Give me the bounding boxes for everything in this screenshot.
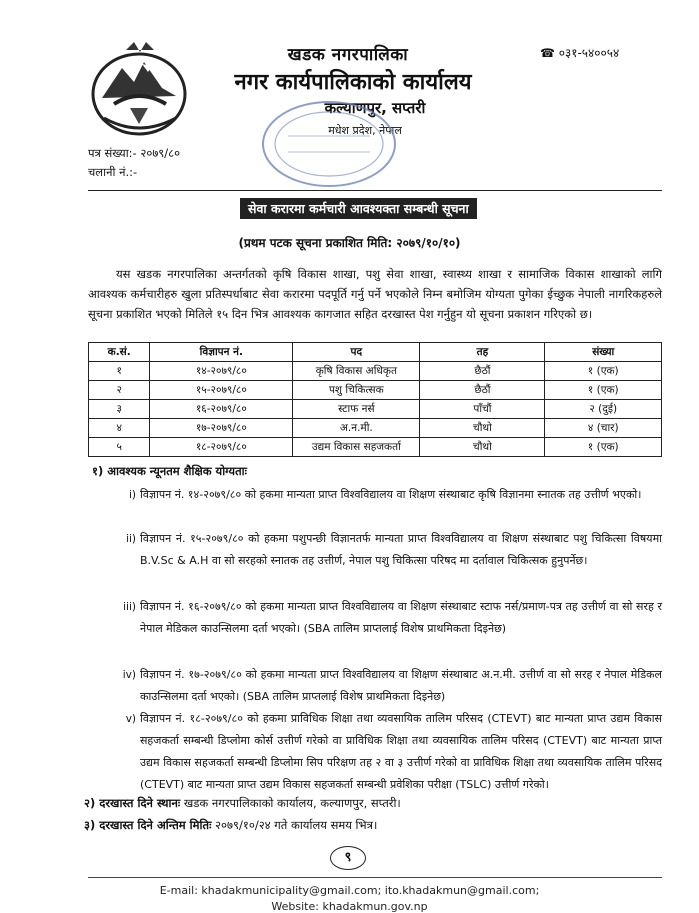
- cell-advert-no: १७-२०७९/८०: [150, 419, 293, 438]
- table-row: [89, 438, 662, 457]
- municipality-name: खडक नगरपालिका: [287, 45, 409, 65]
- qualification-number: ii): [126, 533, 136, 545]
- cell-advert-no: १४-२०७९/८०: [150, 362, 293, 381]
- qualification-number: iii): [123, 601, 136, 613]
- qualification-item: [123, 596, 662, 640]
- table-row: [89, 419, 662, 438]
- qualification-item: [126, 528, 662, 572]
- cell-post: कृषि विकास अधिकृत: [293, 362, 420, 381]
- cell-post: अ.न.मी.: [293, 419, 420, 438]
- cell-serial: २: [89, 381, 150, 400]
- table-row: [89, 400, 662, 419]
- col-serial: क.सं.: [89, 343, 150, 362]
- submission-place: [84, 796, 401, 811]
- cell-serial: ३: [89, 400, 150, 419]
- footer-email: E-mail: khadakmunicipality@gmail.com; ito.khadakmun@gmail.com;: [159, 884, 540, 897]
- submission-place-value: खडक नगरपालिकाको कार्यालय, कल्याणपुर, सप्तरी।: [180, 796, 401, 810]
- submission-deadline-value: २०७९/१०/२४ गते कार्यालय समय भित्र।: [211, 818, 378, 832]
- cell-count: ४ (चार): [545, 419, 662, 438]
- cell-count: १ (एक): [545, 362, 662, 381]
- cell-level: छैठौं: [420, 362, 545, 381]
- cell-level: पाँचौं: [420, 400, 545, 419]
- cell-advert-no: १६-२०७९/८०: [150, 400, 293, 419]
- qualifications-heading: १) आवश्यक न्यूनतम शैक्षिक योग्यताः: [92, 464, 247, 478]
- cell-serial: १: [89, 362, 150, 381]
- qualification-number: i): [128, 489, 136, 501]
- cell-post: स्टाफ नर्स: [293, 400, 420, 419]
- page-number: ९: [330, 846, 366, 870]
- footer-divider: [88, 877, 662, 878]
- qualification-number: v): [125, 713, 136, 725]
- col-post: पद: [293, 343, 420, 362]
- footer-website: Website: khadakmun.gov.np: [271, 900, 428, 913]
- qualification-item: [125, 708, 662, 796]
- cell-level: छैठौं: [420, 381, 545, 400]
- col-advert-no: विज्ञापन नं.: [150, 343, 293, 362]
- reference-block: [88, 144, 180, 182]
- cell-serial: ५: [89, 438, 150, 457]
- cell-count: १ (एक): [545, 381, 662, 400]
- qualification-item: [122, 664, 662, 708]
- header-divider: [88, 190, 662, 191]
- cell-advert-no: १८-२०७९/८०: [150, 438, 293, 457]
- office-stamp-icon: [258, 96, 400, 192]
- submission-deadline-label: ३) दरखास्त दिने अन्तिम मितिः: [84, 818, 212, 832]
- cell-level: चौथो: [420, 438, 545, 457]
- cell-level: चौथो: [420, 419, 545, 438]
- cell-count: २ (दुई): [545, 400, 662, 419]
- qualification-text: विज्ञापन नं. १४-२०७९/८० को हकमा मान्यता प्राप्त विश्वविद्यालय वा शिक्षण संस्थाबाट कृषि विज्ञानमा स्नातक तह उत्तीर्ण भएको।: [140, 488, 642, 501]
- vacancy-table: [88, 342, 662, 457]
- cell-count: १ (एक): [545, 438, 662, 457]
- col-count: संख्या: [545, 343, 662, 362]
- qualification-text: विज्ञापन नं. १७-२०७९/८० को हकमा मान्यता प्राप्त विश्वविद्यालय वा शिक्षण संस्थाबाट अ.न.मी. उत्तीर्ण वा सो सरह र नेपाल मेडिकल काउन्सिलमा दर्ता भएको। (SBA तालिम प्राप्तलाई विशेष प्राथमिकता दिइनेछ): [140, 668, 662, 703]
- submission-deadline: [84, 818, 377, 833]
- qualification-text: विज्ञापन नं. १५-२०७९/८० को हकमा पशुपन्छी विज्ञानतर्फ मान्यता प्राप्त विश्वविद्यालय वा शिक्षण संस्थाबाट पशु चिकित्सा विषयमा B.V.Sc & A.H वा सो सरहको स्नातक तह उत्तीर्ण, नेपाल पशु चिकित्सा परिषद मा दर्तावाल चिकित्सक हुनुपर्नेछ।: [140, 532, 662, 567]
- qualification-text: विज्ञापन नं. १६-२०७९/८० को हकमा मान्यता प्राप्त विश्वविद्यालय वा शिक्षण संस्थाबाट स्टाफ नर्स/प्रमाण-पत्र तह उत्तीर्ण वा सो सरह र नेपाल मेडिकल काउन्सिलमा दर्ता भएको। (SBA तालिम प्राप्तलाई विशेष प्राथमिकता दिइनेछ): [140, 600, 662, 635]
- qualification-item: [128, 484, 662, 506]
- office-name: नगर कार्यपालिकाको कार्यालय: [234, 70, 472, 95]
- nepal-emblem-icon: [84, 38, 194, 144]
- qualification-number: iv): [122, 669, 136, 681]
- office-location: कल्याणपुर, सप्तरी: [324, 99, 426, 117]
- cell-advert-no: १५-२०७९/८०: [150, 381, 293, 400]
- province-name: मधेश प्रदेश, नेपाल: [328, 124, 402, 137]
- col-level: तह: [420, 343, 545, 362]
- notice-title: सेवा करारमा कर्मचारी आवश्यक्ता सम्बन्धी सूचना: [240, 198, 477, 219]
- cell-post: पशु चिकित्सक: [293, 381, 420, 400]
- qualification-text: विज्ञापन नं. १८-२०७९/८० को हकमा प्राविधिक शिक्षा तथा व्यवसायिक तालिम परिसद (CTEVT) बाट मान्यता प्राप्त उद्यम विकास सहजकर्ता सम्बन्धी डिप्लोमा कोर्स उत्तीर्ण गरेको वा प्राविधिक शिक्षा तथा व्यवसायिक तालिम परिसद (CTEVT) बाट मान्यता प्राप्त उद्यम विकास सहजकर्ता सम्बन्धी डिप्लोमा सिप परिक्षण तह २ वा ३ उत्तीर्ण गरेको वा प्राविधिक शिक्षा तथा व्यवसायिक तालिम परिसद (CTEVT) बाट मान्यता प्राप्त उद्यम विकास सहजकर्ता सम्बन्धी प्रवेशिका परीक्षा (TSLC) उत्तीर्ण गरेको।: [140, 712, 662, 791]
- phone-number: ☎ ०३१-५४००५४: [540, 46, 620, 60]
- table-row: [89, 381, 662, 400]
- cell-post: उद्यम विकास सहजकर्ता: [293, 438, 420, 457]
- notice-intro: यस खडक नगरपालिका अन्तर्गतको कृषि विकास शाखा, पशु सेवा शाखा, स्वास्थ्य शाखा र सामाजिक विकास शाखाको लागि आवश्यक कर्मचारीहरु खुला प्रतिस्पर्धाबाट सेवा करारमा पदपूर्ति गर्नु पर्ने भएकोले निम्न बमोजिम योग्यता पुगेका ईच्छुक नेपाली नागरिकहरुले सूचना प्रकाशित भएको मितिले १५ दिन भित्र आवश्यक कागजात सहित दरखास्त पेश गर्नुहुन यो सूचना प्रकाशन गरिएको छ।: [88, 267, 662, 321]
- letter-number: पत्र संख्या:- २०७९/८०: [88, 146, 181, 160]
- table-row: [89, 362, 662, 381]
- cell-serial: ४: [89, 419, 150, 438]
- notice-subtitle: (प्रथम पटक सूचना प्रकाशित मिति: २०७९/१०/१०): [238, 236, 461, 250]
- table-header-row: [89, 343, 662, 362]
- submission-place-label: २) दरखास्त दिने स्थानः: [84, 796, 181, 810]
- dispatch-number: चलानी नं.:-: [88, 165, 138, 179]
